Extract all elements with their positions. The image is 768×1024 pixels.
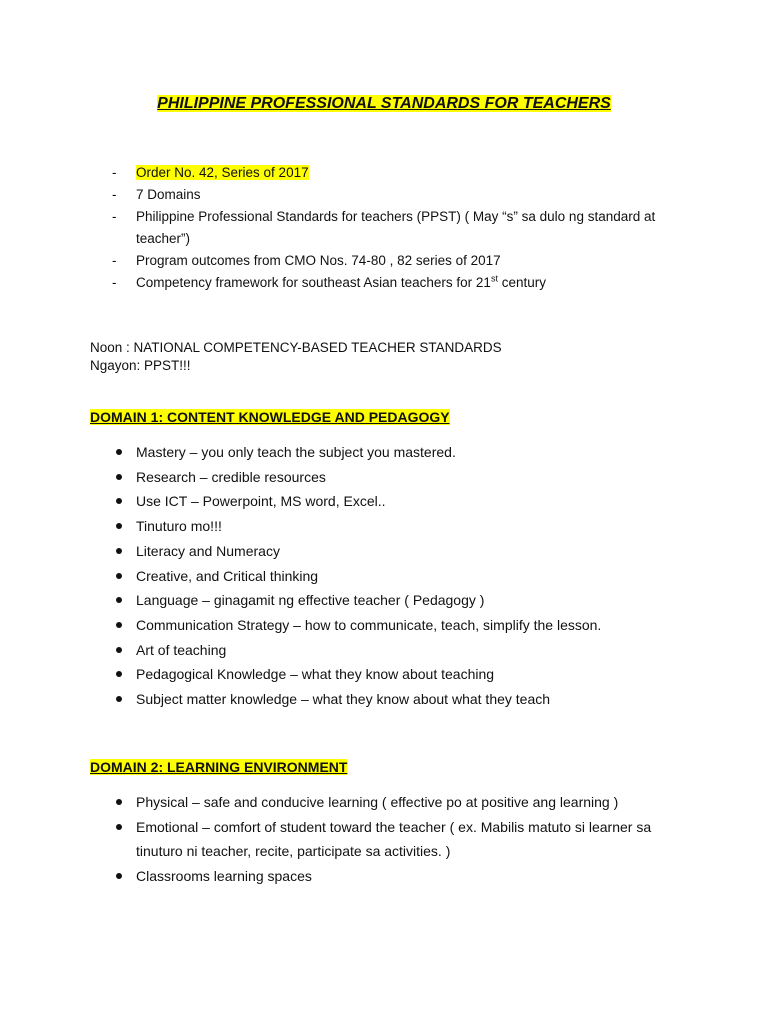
list-item: Mastery – you only teach the subject you mastered. — [112, 440, 692, 465]
bullet-icon — [116, 548, 122, 554]
list-item: Language – ginagamit ng effective teacher ( Pedagogy ) — [112, 588, 692, 613]
intro-list — [112, 162, 692, 294]
list-item: Creative, and Critical thinking — [112, 564, 692, 589]
document-title: PHILIPPINE PROFESSIONAL STANDARDS FOR TEACHERS — [157, 95, 611, 112]
list-item: Research – credible resources — [112, 465, 692, 490]
bullet-icon — [116, 449, 122, 455]
list-item: Literacy and Numeracy — [112, 539, 692, 564]
intro-item: - Philippine Professional Standards for teachers (PPST) ( May “s” sa dulo ng standard at teacher”) — [112, 209, 656, 246]
bullet-icon — [116, 873, 122, 879]
noon-line: Noon : NATIONAL COMPETENCY-BASED TEACHER STANDARDS — [90, 340, 502, 355]
list-item: Use ICT – Powerpoint, MS word, Excel.. — [112, 489, 692, 514]
list-item: Classrooms learning spaces — [112, 864, 692, 889]
bullet-icon — [116, 597, 122, 603]
intro-item — [112, 162, 692, 184]
list-item: Communication Strategy – how to communicate, teach, simplify the lesson. — [112, 613, 692, 638]
list-item: Art of teaching — [112, 638, 692, 663]
bullet-icon — [116, 824, 122, 830]
bullet-icon — [116, 474, 122, 480]
domain1-list — [112, 440, 692, 712]
domain2-heading: DOMAIN 2: LEARNING ENVIRONMENT — [90, 759, 348, 775]
domain2-list — [112, 790, 692, 889]
intro-item-highlight: - Order No. 42, Series of 2017 — [112, 165, 309, 180]
bullet-icon — [116, 671, 122, 677]
bullet-icon — [116, 647, 122, 653]
list-item: Pedagogical Knowledge – what they know about teaching — [112, 662, 692, 687]
bullet-icon — [116, 523, 122, 529]
intro-item: - Program outcomes from CMO Nos. 74-80 , 82 series of 2017 — [112, 253, 501, 268]
bullet-icon — [116, 799, 122, 805]
bullet-icon — [116, 573, 122, 579]
bullet-icon — [116, 696, 122, 702]
intro-item: - 7 Domains — [112, 187, 201, 202]
intro-item: - Competency framework for southeast Asian teachers for 21st century — [112, 273, 546, 290]
list-item: Subject matter knowledge – what they know about what they teach — [112, 687, 692, 712]
bullet-icon — [116, 498, 122, 504]
list-item: Tinuturo mo!!! — [112, 514, 692, 539]
ngayon-line: Ngayon: PPST!!! — [90, 358, 191, 373]
bullet-icon — [116, 622, 122, 628]
list-item: Physical – safe and conducive learning ( effective po at positive ang learning ) — [112, 790, 692, 815]
domain1-heading: DOMAIN 1: CONTENT KNOWLEDGE AND PEDAGOGY — [90, 409, 450, 425]
list-item: Emotional – comfort of student toward the teacher ( ex. Mabilis matuto si learner sa tinuturo ni teacher, recite, participate sa activities. ) — [112, 815, 692, 864]
